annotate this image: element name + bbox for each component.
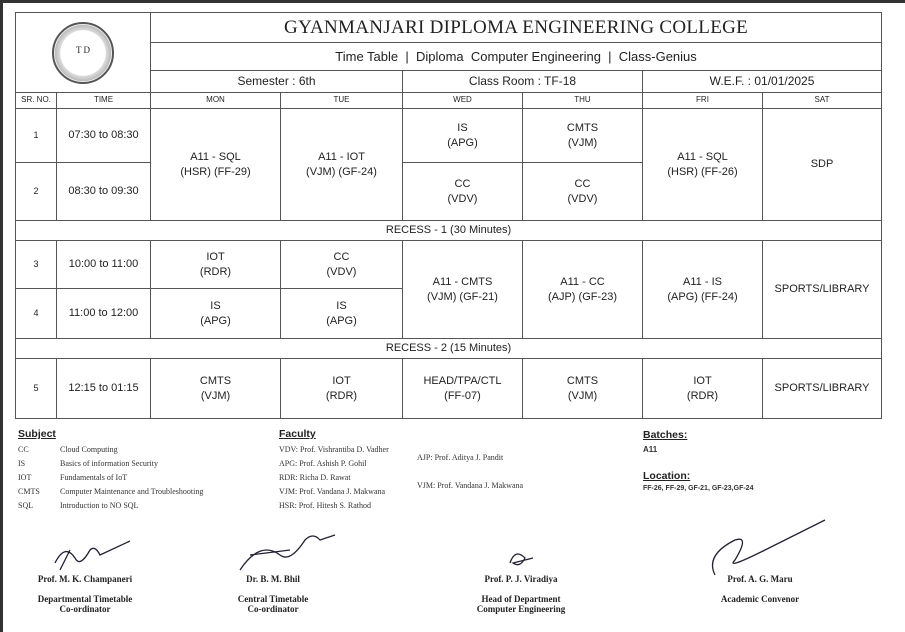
college-logo [16,13,151,93]
faculty-heading: Faculty [279,428,316,440]
subject: IOT [332,374,351,387]
subject: A11 - SQL [190,150,241,163]
col-header: SR. NO. [16,93,57,109]
signatory: Prof. A. G. Maru Academic Convenor [720,574,800,604]
cell-mon [151,359,281,419]
details: (HSR) (FF-29) [180,165,251,178]
time-slot: 10:00 to 11:00 [57,241,151,289]
cell-tue [281,359,403,419]
recess-2: RECESS - 2 (15 Minutes) [16,339,882,359]
subject: IS [336,299,347,312]
subject-legend: Subject CC Cloud Computing IS Basics of information Security IOT Fundamentals of IoT CMTS Computer Maintenance and Troubleshooting SQL Introduction to NO SQL [18,428,204,510]
details: (FF-07) [444,389,481,402]
college-name: GYANMANJARI DIPLOMA ENGINEERING COLLEGE [151,13,882,43]
timetable-subtitle: Time Table | Diploma Computer Engineering | Class-Genius [151,43,882,71]
faculty-legend-extra: AJP: Prof. Aditya J. Pandit VJM: Prof. Vandana J. Makwana [417,453,524,490]
details: (APG) [447,136,478,149]
cell-fri [643,241,763,339]
details: (VJM) (GF-21) [427,290,498,303]
subject: A11 - CMTS [432,275,493,288]
cell-tue [281,289,403,339]
details: (VDV) [326,265,357,278]
timetable [15,12,882,419]
cell-fri [643,359,763,419]
subject: HEAD/TPA/CTL [423,374,502,387]
cell-mon [151,289,281,339]
subject: IOT [693,374,712,387]
details: (VJM) (GF-24) [306,165,377,178]
col-header: FRI [643,93,763,109]
col-header: TIME [57,93,151,109]
subject: CMTS [199,374,232,387]
sr-no: 1 [16,109,57,163]
sr-no: 4 [16,289,57,339]
subject: IS [457,121,468,134]
time-slot: 08:30 to 09:30 [57,163,151,221]
details: (RDR) [325,389,358,402]
recess-1: RECESS - 1 (30 Minutes) [16,221,882,241]
time-slot: 11:00 to 12:00 [57,289,151,339]
details: (VDV) [567,192,598,205]
cell-mon [151,241,281,289]
batches: Batches: A11 Location: FF-26, FF-29, GF-21, GF-23,GF-24 [643,429,754,492]
details: (AJP) (GF-23) [547,290,618,303]
subject: A11 - CC [560,275,605,288]
wef-date: W.E.F. : 01/01/2025 [643,71,882,93]
sr-no: 2 [16,163,57,221]
cell-fri [643,109,763,221]
subject: A11 - IS [683,275,722,288]
cell-wed [403,163,523,221]
cell-thu [523,109,643,163]
cell-thu [523,241,643,339]
details: (RDR) [199,265,232,278]
subject: CMTS [566,374,599,387]
time-slot: 12:15 to 01:15 [57,359,151,419]
details: (APG) [326,314,357,327]
cell-tue [281,109,403,221]
subject: CMTS [566,121,599,134]
subject: CC [333,250,350,263]
time-slot: 07:30 to 08:30 [57,109,151,163]
subject: CC [454,177,471,190]
col-header: WED [403,93,523,109]
cell-wed [403,109,523,163]
details: (APG) [200,314,231,327]
details: (VJM) [567,136,598,149]
col-header: SAT [763,93,882,109]
cell-thu [523,163,643,221]
faculty-legend: Faculty VDV: Prof. Vishrantiba D. Vadher APG: Prof. Ashish P. Gohil RDR: Richa D. Rawat VJM: Prof. Vandana J. Makwana HSR: Prof. Hitesh S. Rathod [279,428,389,510]
signatory: Prof. P. J. Viradiya Head of Department Computer Engineering [476,574,566,614]
col-header: TUE [281,93,403,109]
details: (HSR) (FF-26) [667,165,738,178]
semester: Semester : 6th [151,71,403,93]
subject: IS [210,299,221,312]
subject-heading: Subject [18,428,56,440]
cell-wed [403,241,523,339]
subject: A11 - IOT [318,150,365,163]
cell-thu [523,359,643,419]
details: (VJM) [567,389,598,402]
subject: A11 - SQL [677,150,728,163]
logo-seal-icon: T D [52,22,114,84]
cell-sat: SDP [763,109,882,221]
cell-tue [281,241,403,289]
col-header: MON [151,93,281,109]
details: (VDV) [447,192,478,205]
cell-mon [151,109,281,221]
sr-no: 3 [16,241,57,289]
col-header: THU [523,93,643,109]
signatory: Prof. M. K. Champaneri Departmental Timetable Co-ordinator [37,574,133,614]
cell-sat: SPORTS/LIBRARY [763,241,882,339]
details: (RDR) [686,389,719,402]
cell-wed [403,359,523,419]
details: (VJM) [200,389,231,402]
details: (APG) (FF-24) [667,290,738,303]
classroom: Class Room : TF-18 [403,71,643,93]
cell-sat: SPORTS/LIBRARY [763,359,882,419]
signatory: Dr. B. M. Bhil Central Timetable Co-ordinator [237,574,309,614]
subject: IOT [206,250,225,263]
sr-no: 5 [16,359,57,419]
subject: CC [574,177,591,190]
